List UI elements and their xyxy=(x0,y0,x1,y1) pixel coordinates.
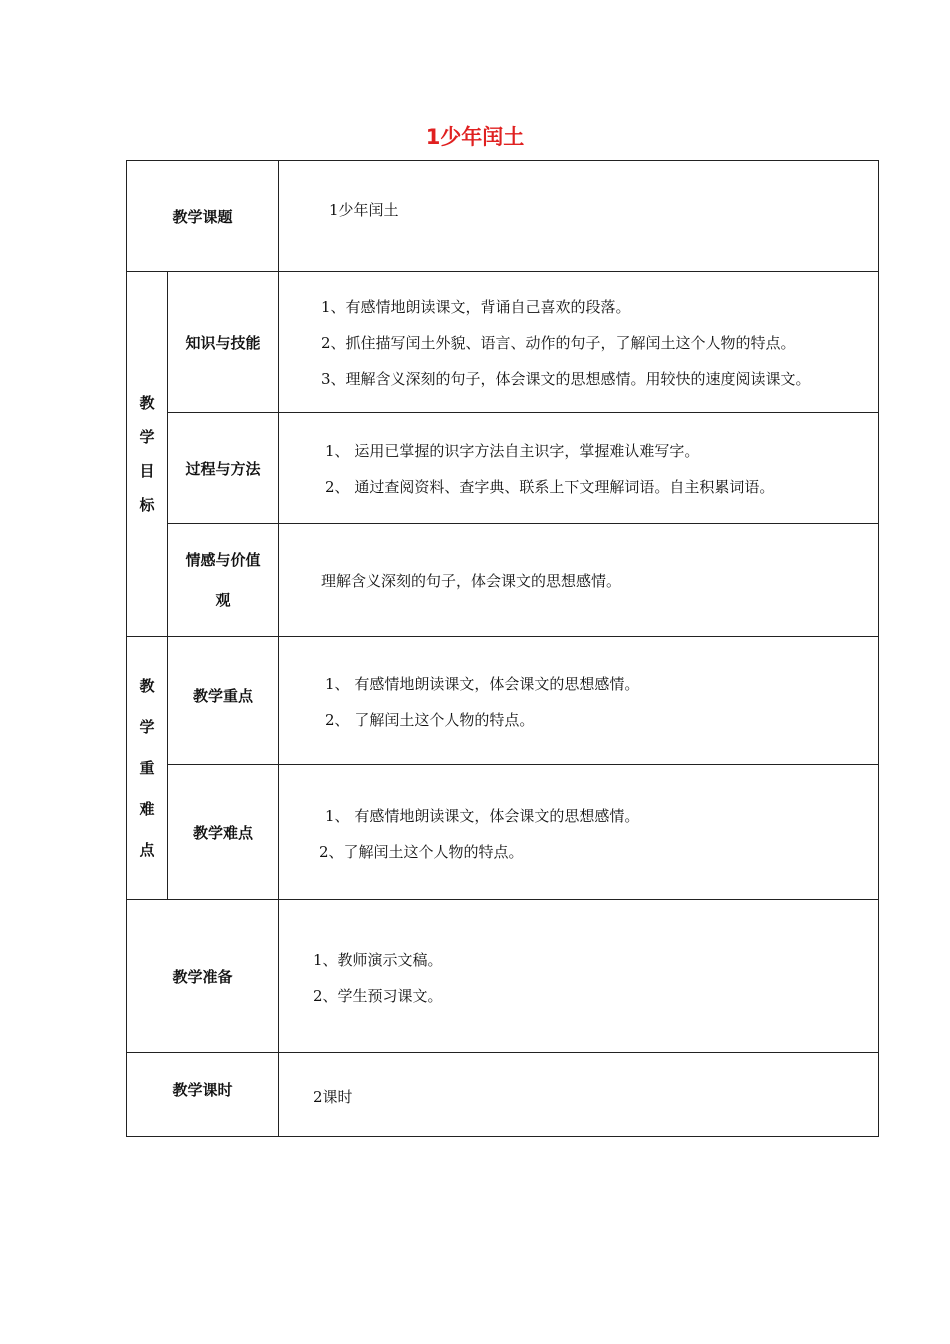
emotion-label xyxy=(168,524,279,637)
focus-label: 教学重点 xyxy=(168,637,279,765)
knowledge-label: 知识与技能 xyxy=(168,272,279,413)
keypoints-char-3: 重 xyxy=(139,758,155,777)
row-focus xyxy=(127,637,879,765)
preparation-item-2: 2、学生预习课文。 xyxy=(313,987,443,1005)
difficulty-label: 教学难点 xyxy=(168,765,279,900)
objectives-char-4: 标 xyxy=(139,496,155,514)
objectives-char-2: 学 xyxy=(139,428,155,446)
process-content xyxy=(279,413,879,524)
knowledge-item-3: 3、理解含义深刻的句子，体会课文的思想感情。用较快的速度阅读课文。 xyxy=(321,369,811,388)
process-label: 过程与方法 xyxy=(168,413,279,524)
focus-item-1: 1、 有感情地朗读课文，体会课文的思想感情。 xyxy=(325,675,640,693)
document-title: 1少年闰土 xyxy=(425,125,525,149)
hours-label: 教学课时 xyxy=(127,1053,279,1137)
keypoints-char-5: 点 xyxy=(139,840,155,859)
keypoints-char-1: 教 xyxy=(139,676,155,695)
keypoints-group-label xyxy=(127,637,168,900)
difficulty-item-1: 1、 有感情地朗读课文，体会课文的思想感情。 xyxy=(325,807,640,825)
keypoints-char-4: 难 xyxy=(139,799,155,818)
row-emotion xyxy=(127,524,879,637)
emotion-value: 理解含义深刻的句子，体会课文的思想感情。 xyxy=(321,571,622,590)
topic-value-cell xyxy=(279,161,879,272)
row-knowledge xyxy=(127,272,879,413)
preparation-content xyxy=(279,900,879,1053)
hours-value: 2课时 xyxy=(313,1088,353,1106)
emotion-label-line-1: 情感与价值 xyxy=(185,551,261,569)
objectives-char-3: 目 xyxy=(139,462,155,480)
preparation-item-1: 1、教师演示文稿。 xyxy=(313,951,443,969)
hours-content xyxy=(279,1053,879,1137)
focus-item-2: 2、 了解闰土这个人物的特点。 xyxy=(325,711,535,729)
topic-value: 1少年闰土 xyxy=(329,201,399,219)
row-preparation xyxy=(127,900,879,1053)
emotion-label-line-2: 观 xyxy=(215,591,231,609)
knowledge-content xyxy=(279,272,879,413)
objectives-char-1: 教 xyxy=(139,394,155,412)
keypoints-char-2: 学 xyxy=(139,717,155,736)
row-hours xyxy=(127,1053,879,1137)
knowledge-item-1: 1、有感情地朗读课文，背诵自己喜欢的段落。 xyxy=(321,297,631,316)
difficulty-item-2: 2、了解闰土这个人物的特点。 xyxy=(319,843,524,861)
row-topic xyxy=(127,161,879,272)
difficulty-content xyxy=(279,765,879,900)
process-item-1: 1、 运用已掌握的识字方法自主识字，掌握难认难写字。 xyxy=(325,441,700,460)
lesson-plan-table xyxy=(126,160,879,1137)
emotion-content xyxy=(279,524,879,637)
process-item-2: 2、 通过查阅资料、查字典、联系上下文理解词语。自主积累词语。 xyxy=(325,477,775,496)
knowledge-item-2: 2、抓住描写闰土外貌、语言、动作的句子，了解闰土这个人物的特点。 xyxy=(321,333,796,352)
topic-label: 教学课题 xyxy=(127,161,279,272)
focus-content xyxy=(279,637,879,765)
row-process xyxy=(127,413,879,524)
preparation-label: 教学准备 xyxy=(127,900,279,1053)
objectives-group-label xyxy=(127,272,168,637)
row-difficulty xyxy=(127,765,879,900)
